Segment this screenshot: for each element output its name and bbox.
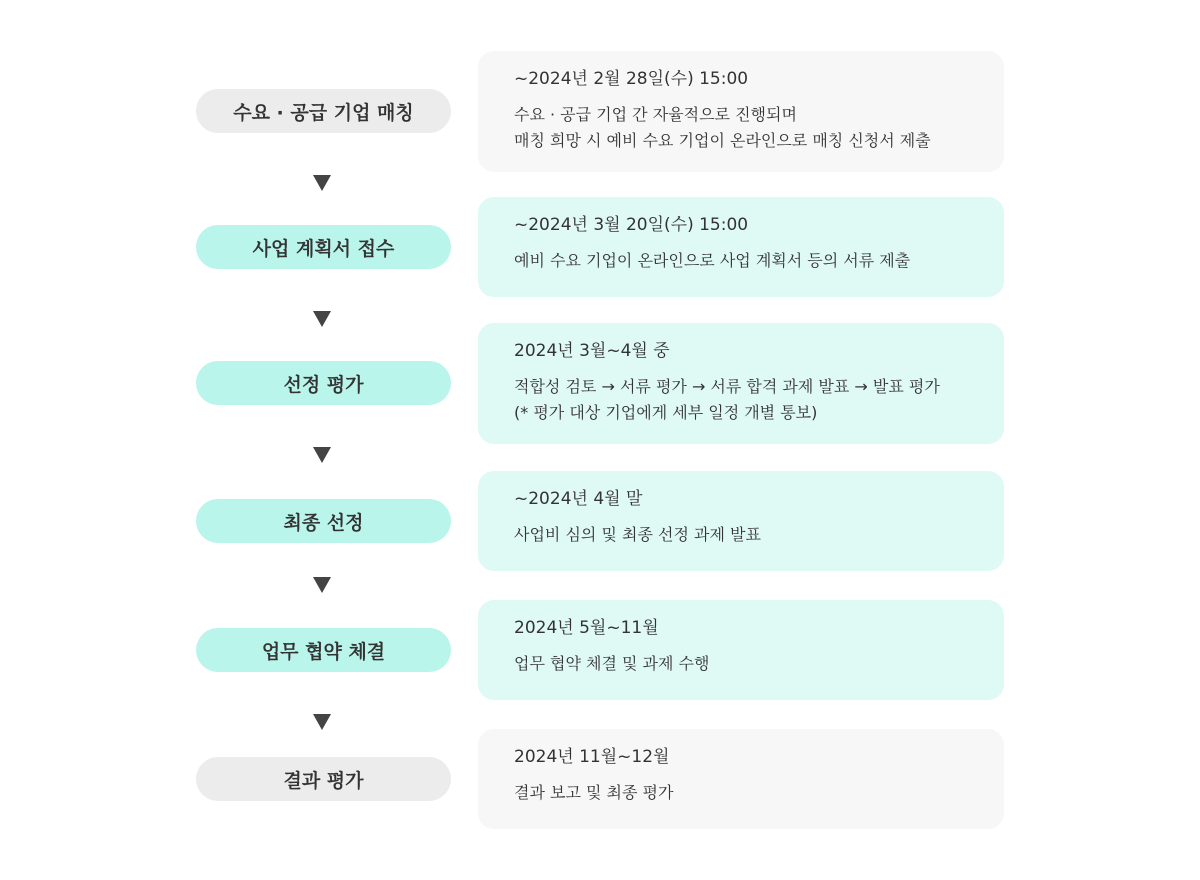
step-label-3: 선정 평가: [196, 361, 451, 405]
step-card-5: [478, 600, 1004, 700]
step-card-6: [478, 729, 1004, 829]
down-triangle-icon: [313, 447, 331, 463]
step-date-5: 2024년 5월~11월: [514, 618, 659, 638]
down-triangle-icon: [313, 714, 331, 730]
step-date-6: 2024년 11월~12월: [514, 747, 670, 767]
down-triangle-icon: [313, 175, 331, 191]
step-desc-4-line-1: 사업비 심의 및 최종 선정 과제 발표: [514, 525, 761, 544]
step-label-4: 최종 선정: [196, 499, 451, 543]
step-label-6: 결과 평가: [196, 757, 451, 801]
step-desc-1-line-1: 수요 · 공급 기업 간 자율적으로 진행되며: [514, 105, 797, 124]
step-date-1: ~2024년 2월 28일(수) 15:00: [514, 69, 749, 89]
step-desc-6-line-1: 결과 보고 및 최종 평가: [514, 783, 674, 802]
step-label-1: 수요 · 공급 기업 매칭: [196, 89, 451, 133]
down-triangle-icon: [313, 577, 331, 593]
step-card-4: [478, 471, 1004, 571]
down-triangle-icon: [313, 311, 331, 327]
step-date-4: ~2024년 4월 말: [514, 489, 643, 509]
step-date-2: ~2024년 3월 20일(수) 15:00: [514, 215, 749, 235]
step-label-2: 사업 계획서 접수: [196, 225, 451, 269]
step-card-1: [478, 51, 1004, 172]
step-label-5: 업무 협약 체결: [196, 628, 451, 672]
step-card-2: [478, 197, 1004, 297]
step-desc-3-line-2: (* 평가 대상 기업에게 세부 일정 개별 통보): [514, 403, 818, 422]
step-desc-1-line-2: 매칭 희망 시 예비 수요 기업이 온라인으로 매칭 신청서 제출: [514, 131, 931, 150]
step-desc-2-line-1: 예비 수요 기업이 온라인으로 사업 계획서 등의 서류 제출: [514, 251, 911, 270]
step-desc-5-line-1: 업무 협약 체결 및 과제 수행: [514, 654, 710, 673]
step-desc-3-line-1: 적합성 검토 → 서류 평가 → 서류 합격 과제 발표 → 발표 평가: [514, 377, 940, 396]
step-date-3: 2024년 3월~4월 중: [514, 341, 670, 361]
step-card-3: [478, 323, 1004, 444]
